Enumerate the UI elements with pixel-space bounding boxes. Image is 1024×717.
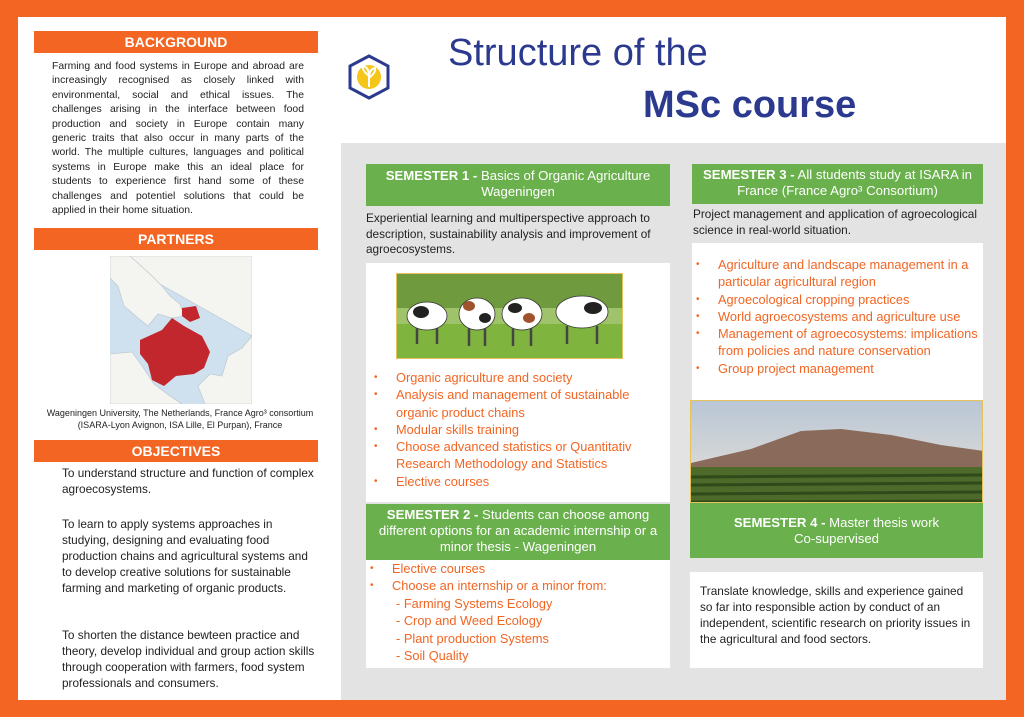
list-item-text: Agriculture and landscape management in a particular agricultural region [718,257,969,290]
semester1-title: Basics of Organic Agriculture Wageningen [477,168,651,199]
semester4-subtitle: Co-supervised [793,531,880,546]
list-item [692,308,981,325]
bullet-icon: • [696,310,700,322]
partners-caption-line1: Wageningen University, The Netherlands, France Agro³ consortium [46,408,314,418]
objective-text: To learn to apply systems approaches in studying, designing and evaluating food production chains and agricultural systems and to develop creative solutions for sustainable farming and marketing of organic products. [62,517,308,595]
bullet-icon: • [696,328,700,340]
background-heading: BACKGROUND [34,31,318,53]
list-item [370,386,666,421]
list-item [366,577,666,594]
semester2-minor-list [366,595,666,664]
list-item-text: Choose an internship or a minor from: [392,578,607,594]
objective-text: To shorten the distance bewteen practice and theory, develop individual and group action skills through cooperation with farmers, food system professionals and consumers. [62,628,315,690]
semester2-title: Students can choose among different options for an academic internship or a minor thesis - Wageningen [378,507,658,554]
page-title-line1: Structure of the [448,32,708,74]
list-item: - Crop and Weed Ecology [396,613,543,629]
semester3-label: SEMESTER 3 - [702,167,795,182]
partners-caption [30,407,330,431]
list-item: - Soil Quality [396,647,469,663]
list-item [692,291,981,308]
list-item-text: Agroecological cropping practices [718,291,910,307]
list-item-text: Group project management [718,360,874,376]
bullet-icon: • [696,293,700,305]
semester1-label: SEMESTER 1 - [385,168,478,183]
bullet-icon: • [370,563,374,574]
list-item-text: Modular skills training [396,421,520,437]
bullet-icon: • [374,475,378,487]
bullet-icon: • [374,372,378,383]
list-item-text: Organic agriculture and society [396,370,573,385]
page-title-line2: MSc course [643,84,857,126]
bullet-icon: • [370,580,374,592]
list-item-text: Choose advanced statistics or Quantitativ Research Methodology and Statistics [396,439,632,472]
list-item-text: World agroecosystems and agriculture use [718,308,961,324]
semester2-header [366,504,670,560]
list-item-text: Elective courses [392,561,486,576]
leaf-logo-icon [347,54,391,100]
semester4-title: Master thesis work [825,515,940,530]
semester3-title: All students study at ISARA in France (France Agro³ Consortium) [737,167,972,198]
semester4-header [690,503,983,558]
bullet-icon: • [374,423,378,435]
bullet-icon: • [374,441,378,453]
list-item [692,360,981,377]
list-item-text: Elective courses [396,473,490,489]
semester3-header [692,164,983,204]
partners-caption-line2: (ISARA-Lyon Avignon, ISA Lille, El Purpan), France [77,420,283,430]
list-item: - Plant production Systems [396,630,549,646]
list-item [370,473,666,490]
semester2-label: SEMESTER 2 - [386,507,479,522]
list-item-text: Analysis and management of sustainable organic product chains [396,387,630,420]
list-item [370,369,666,386]
background-text: Farming and food systems in Europe and abroad are increasingly recognised as closely linked with environmental, social and ethical issues. The challenges arising in the interface between food production and society in Europe contain many generic traits that also occur in many parts of the world. The multiple cultures, languages and political systems in Europe make this an ideal place for students to experience first hand some of these challenges and potentiel solutions that could be applied in their home situation. [52,61,304,217]
list-item [692,325,981,360]
partners-heading: PARTNERS [34,228,318,250]
list-item [370,421,666,438]
objectives-heading: OBJECTIVES [34,440,318,462]
vineyard-image [690,400,983,503]
cows-image [396,273,623,359]
list-item [366,560,666,577]
semester3-description: Project management and application of agroecological science in real-world situation. [693,207,977,237]
semester4-label: SEMESTER 4 - [733,515,826,530]
semester3-course-list [692,256,981,377]
bullet-icon: • [696,362,700,374]
list-item-text: Management of agroecosystems: implications from policies and nature conservation [718,326,978,359]
list-item [692,256,981,291]
bullet-icon: • [696,259,700,270]
semester2-course-list [366,560,666,595]
bullet-icon: • [374,389,378,401]
list-item [370,438,666,473]
semester4-description: Translate knowledge, skills and experience gained so far into responsible action by conduct of an independent, scientific research on priority issues in the agricultural and food sectors. [700,584,971,646]
semester1-description: Experiential learning and multiperspective approach to description, sustainability analysis and improvement of agroecosystems. [366,211,651,256]
objective-text: To understand structure and function of complex agroecosystems. [62,466,314,496]
semester1-header [366,164,670,206]
list-item: - Farming Systems Ecology [396,596,553,611]
europe-map [110,256,252,404]
semester1-course-list [370,369,666,490]
